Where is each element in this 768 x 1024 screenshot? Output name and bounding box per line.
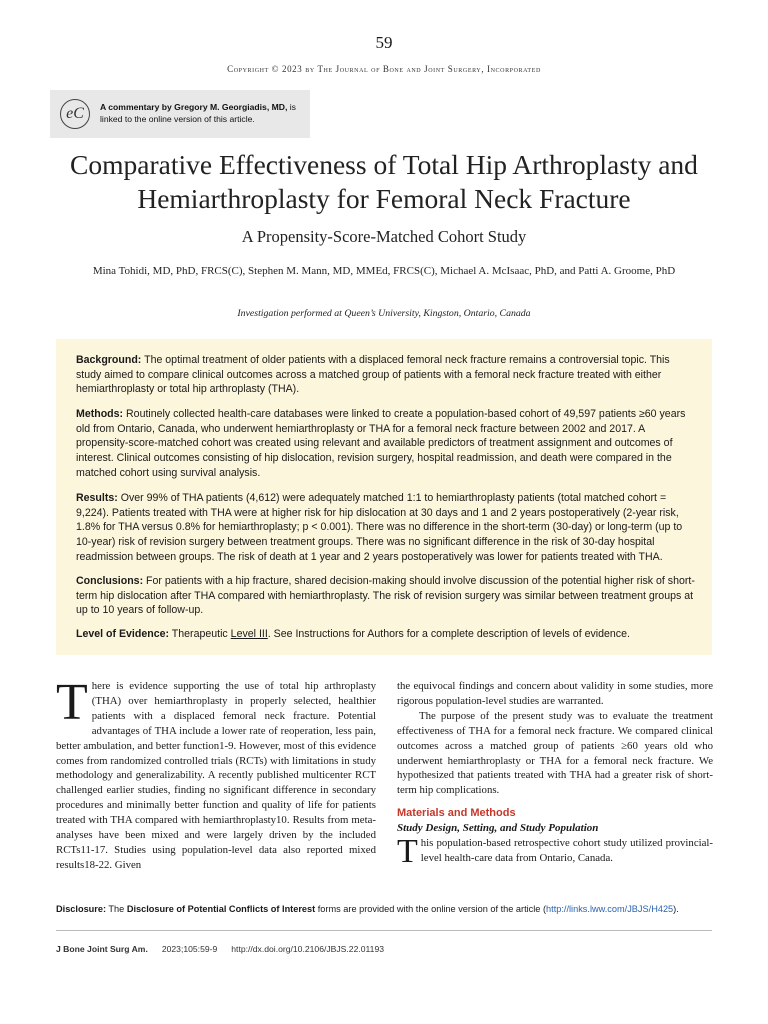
drop-cap: T: [56, 674, 88, 731]
abstract-box: [56, 339, 712, 655]
page-footer: [56, 944, 712, 954]
body-column-right: [397, 679, 713, 871]
commentary-text: [100, 101, 305, 125]
purpose-paragraph: The purpose of the present study was to evaluate the treatment effectiveness of THA for a femoral neck fracture. We compared clinical outcomes across a matched group of patients ≥60 years old who underwent hemiarthroplasty or THA for a femoral neck fracture. We hypothesized that patients treated with THA had a greater risk of short-term hip complications.: [397, 709, 713, 797]
abstract-level: [76, 627, 696, 642]
methods-text: Routinely collected health-care databases were linked to create a population-based cohort of 49,597 patients ≥60 years old from Ontario, Canada, who underwent hemiarthroplasty or THA for a femoral neck fracture between 2002 and 2017. A propensity-score-matched cohort was created using relevant and available predictors of treatment assignment and outcomes of interest. Clinical outcomes consisting of hip dislocation, revision surgery, hospital readmission, and death were compared in the matched cohort using survival analysis.: [76, 408, 686, 479]
level-label: Level of Evidence:: [76, 628, 170, 640]
disclosure-label: Disclosure:: [56, 904, 107, 914]
conclusions-text: For patients with a hip fracture, shared decision-making should involve discussion of the potential higher risk of short-term hip dislocation after THA compared with hemiarthroplasty. The risk of revision surgery was similar between treatment groups at up to 10 years of follow-up.: [76, 575, 695, 617]
page-number: 59: [375, 33, 393, 52]
results-text: Over 99% of THA patients (4,612) were adequately matched 1:1 to hemiarthroplasty patients (total matched cohort = 9,224). Patients treated with THA were at higher risk for hip dislocation at 30 days and 1 and 2 years postoperatively (2-year risk, 1.8% for THA versus 0.8% for hemiarthroplasty; p < 0.001). There was no difference in the short-term (30-day) or long-term (up to 10-year) risk of revision surgery between treatment groups. There was no significant difference in the risk of 30-day hospital readmission between groups. The risk of death at 1 year and 2 years postoperatively was lower for patients treated with THA.: [76, 492, 683, 563]
disclosure-form-link[interactable]: Disclosure of Potential Conflicts of Interest: [126, 904, 316, 914]
conclusions-label: Conclusions:: [76, 575, 144, 587]
background-text: The optimal treatment of older patients with a displaced femoral neck fracture remains a controversial topic. This study aimed to compare clinical outcomes across a matched group of patients with a femoral neck fracture treated with either hemiarthroplasty or total hip arthroplasty (THA).: [76, 354, 670, 396]
drop-cap-2: T: [397, 833, 418, 871]
disclosure-post: forms are provided with the online version of the article (: [315, 904, 547, 914]
affiliation: Investigation performed at Queen’s University, Kingston, Ontario, Canada: [237, 308, 531, 319]
commentary-author: A commentary by Gregory M. Georgiadis, MD,: [100, 102, 288, 112]
article-subtitle: A Propensity-Score-Matched Cohort Study: [241, 227, 527, 246]
ec-commentary-icon: eC: [60, 99, 90, 129]
body-column-left: [56, 674, 376, 873]
commentary-note: is linked to the online version of this article.: [100, 102, 296, 124]
commentary-box[interactable]: [50, 90, 310, 138]
copyright-line: Copyright © 2023 by The Journal of Bone and Joint Surgery, Incorporated: [227, 64, 541, 74]
disclosure-url[interactable]: http://links.lww.com/JBJS/H425: [546, 904, 674, 914]
intro-paragraph: here is evidence supporting the use of total hip arthroplasty (THA) over hemiarthroplasty in properly selected, healthier patients with a displaced femoral neck fracture. Potential advantages of THA include a lower rate of reoperation, less pain, better ambulation, and better function1-9. However, most of this evidence comes from randomized controlled trials (RCTs) with limitations in study methodology and generalizability. A recently published multicenter RCT challenged earlier studies, finding no significant difference in secondary procedures and minimally better function and quality of life for patients treated with THA compared with hemiarthroplasty10. Results from meta-analyses have been mixed and were largely driven by the included RCTs11-17. Studies using population-level data also reported mixed results18-22. Given: [56, 680, 376, 871]
methods-paragraph: his population-based retrospective cohort study utilized provincial-level health-care data from Ontario, Canada.: [420, 837, 713, 865]
results-label: Results:: [76, 492, 118, 504]
author-list: Mina Tohidi, MD, PhD, FRCS(C), Stephen M. Mann, MD, MMEd, FRCS(C), Michael A. McIsaac, PhD, and Patti A. Groome, PhD: [92, 265, 676, 277]
disclosure-line: [56, 904, 736, 914]
volume-info: 2023;105:59-9: [161, 944, 218, 954]
intro-continued: the equivocal findings and concern about validity in some studies, more rigorous population-level studies are warranted.: [397, 680, 713, 707]
methods-label: Methods:: [76, 408, 124, 420]
abstract-background: [76, 353, 696, 397]
abstract-results: [76, 491, 696, 565]
level-post: . See Instructions for Authors for a complete description of levels of evidence.: [267, 628, 630, 640]
abstract-conclusions: [76, 574, 696, 618]
article-title: Comparative Effectiveness of Total Hip Arthroplasty and Hemiarthroplasty for Femoral Neck Fracture: [70, 149, 698, 214]
background-label: Background:: [76, 354, 142, 366]
section-heading: Materials and Methods: [397, 807, 516, 820]
level-pre: Therapeutic: [169, 628, 231, 640]
disclosure-pre: The: [106, 904, 127, 914]
abstract-methods: [76, 407, 696, 481]
subsection-heading: Study Design, Setting, and Study Population: [397, 822, 599, 835]
footer-divider: [56, 930, 712, 931]
disclosure-end: ).: [673, 904, 679, 914]
doi-link[interactable]: http://dx.doi.org/10.2106/JBJS.22.01193: [231, 944, 385, 954]
level-link[interactable]: Level III: [230, 628, 268, 640]
journal-abbrev: J Bone Joint Surg Am.: [56, 944, 148, 954]
